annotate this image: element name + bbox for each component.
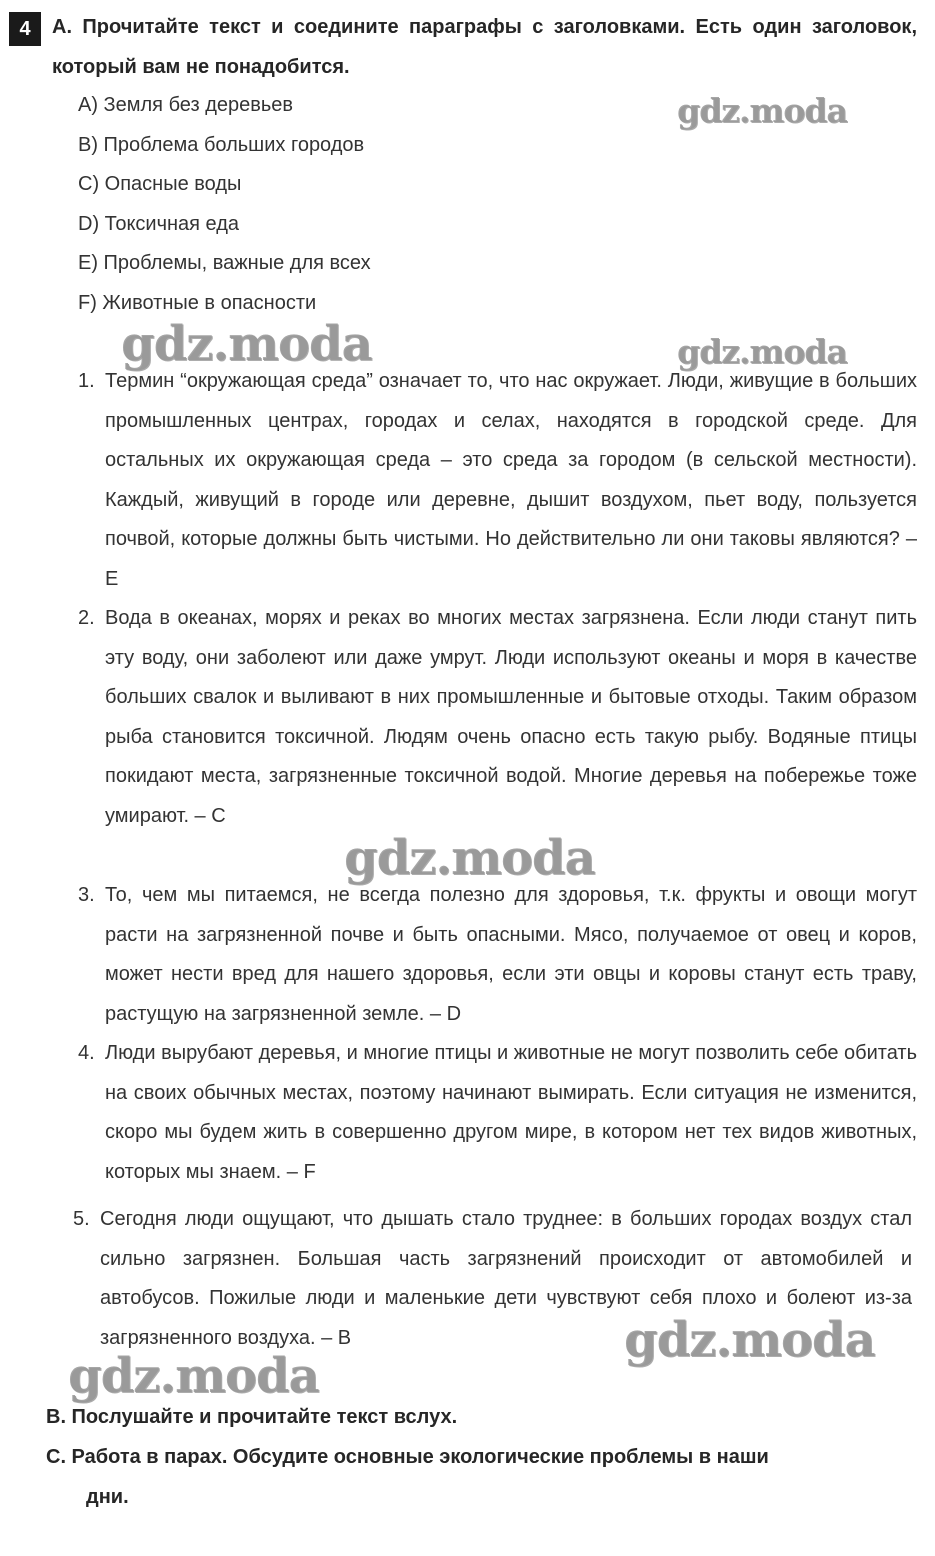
- task-number-badge: 4: [9, 12, 41, 46]
- watermark-logo: gdz.moda: [68, 1348, 319, 1404]
- paragraph-4: [78, 1034, 917, 1192]
- paragraph-number: 2.: [78, 607, 95, 629]
- watermark-logo: gdz.moda: [121, 316, 372, 372]
- paragraph-number: 1.: [78, 370, 95, 392]
- paragraph-text: Термин “окружающая среда” означает то, что нас окружает. Люди, живущие в больших промышленных центрах, городах и селах, находятся в городской среде. Для остальных их окружающая среда – это среда за городом (в сельской местности). Каждый, живущий в городе или деревне, дышит воздухом, пьет воду, пользуется почвой, которые должны быть чистыми. Но действительно ли они таковы являются? – E: [105, 370, 917, 590]
- heading-item: A) Земля без деревьев: [78, 94, 294, 116]
- paragraph-number: 4.: [78, 1042, 95, 1064]
- paragraph-2: [78, 599, 917, 837]
- paragraph-text: Люди вырубают деревья, и многие птицы и животные не могут позволить себе обитать на своих обычных местах, поэтому начинают вымирать. Если ситуация не изменится, скоро мы будем жить в совершенно другом мире, в котором нет тех видов животных, которых мы знаем. – F: [105, 1042, 917, 1183]
- instruction-c-continued: дни.: [86, 1486, 129, 1508]
- paragraph-1: [78, 362, 917, 600]
- instruction-b: B. Послушайте и прочитайте текст вслух.: [46, 1406, 458, 1428]
- paragraph-3: [78, 876, 917, 1034]
- paragraph-number: 5.: [73, 1208, 90, 1230]
- heading-item: B) Проблема больших городов: [78, 133, 365, 156]
- watermark-logo: gdz.moda: [677, 332, 847, 371]
- paragraph-text: Сегодня люди ощущают, что дышать стало труднее: в больших городах воздух стал сильно загрязнен. Большая часть загрязнений происходит от автомобилей и автобусов. Пожилые люди и маленькие дети чувствуют себя плохо и болеют из-за загрязненного воздуха. – B: [100, 1208, 912, 1349]
- headings-list: [78, 86, 371, 324]
- heading-item: E) Проблемы, важные для всех: [78, 252, 371, 275]
- heading-item: F) Животные в опасности: [78, 291, 317, 314]
- heading-item: D) Токсичная еда: [78, 212, 240, 235]
- watermark-logo: gdz.moda: [344, 830, 595, 886]
- heading-item: C) Опасные воды: [78, 173, 242, 196]
- instruction-c: C. Работа в парах. Обсудите основные экологические проблемы в наши: [46, 1446, 769, 1468]
- paragraph-text: Вода в океанах, морях и реках во многих местах загрязнена. Если люди станут пить эту воду, они заболеют или даже умрут. Люди используют океаны и моря в качестве больших свалок и выливают в них промышленные и бытовые отходы. Таким образом рыба становится токсичной. Людям очень опасно есть такую рыбу. Водяные птицы покидают места, загрязненные токсичной водой. Многие деревья на побережье тоже умирают. – C: [105, 607, 917, 827]
- instruction-a: A. Прочитайте текст и соедините параграфы с заголовками. Есть один заголовок, который вам не понадобится.: [52, 16, 917, 78]
- watermark-logo: gdz.moda: [677, 91, 847, 130]
- paragraph-text: То, чем мы питаемся, не всегда полезно для здоровья, т.к. фрукты и овощи могут расти на загрязненной почве и быть опасными. Мясо, получаемое от овец и коров, может нести вред для нашего здоровья, если эти овцы и коровы станут есть траву, растущую на загрязненной земле. – D: [105, 884, 917, 1025]
- paragraph-number: 3.: [78, 884, 95, 906]
- watermark-logo: gdz.moda: [624, 1312, 875, 1368]
